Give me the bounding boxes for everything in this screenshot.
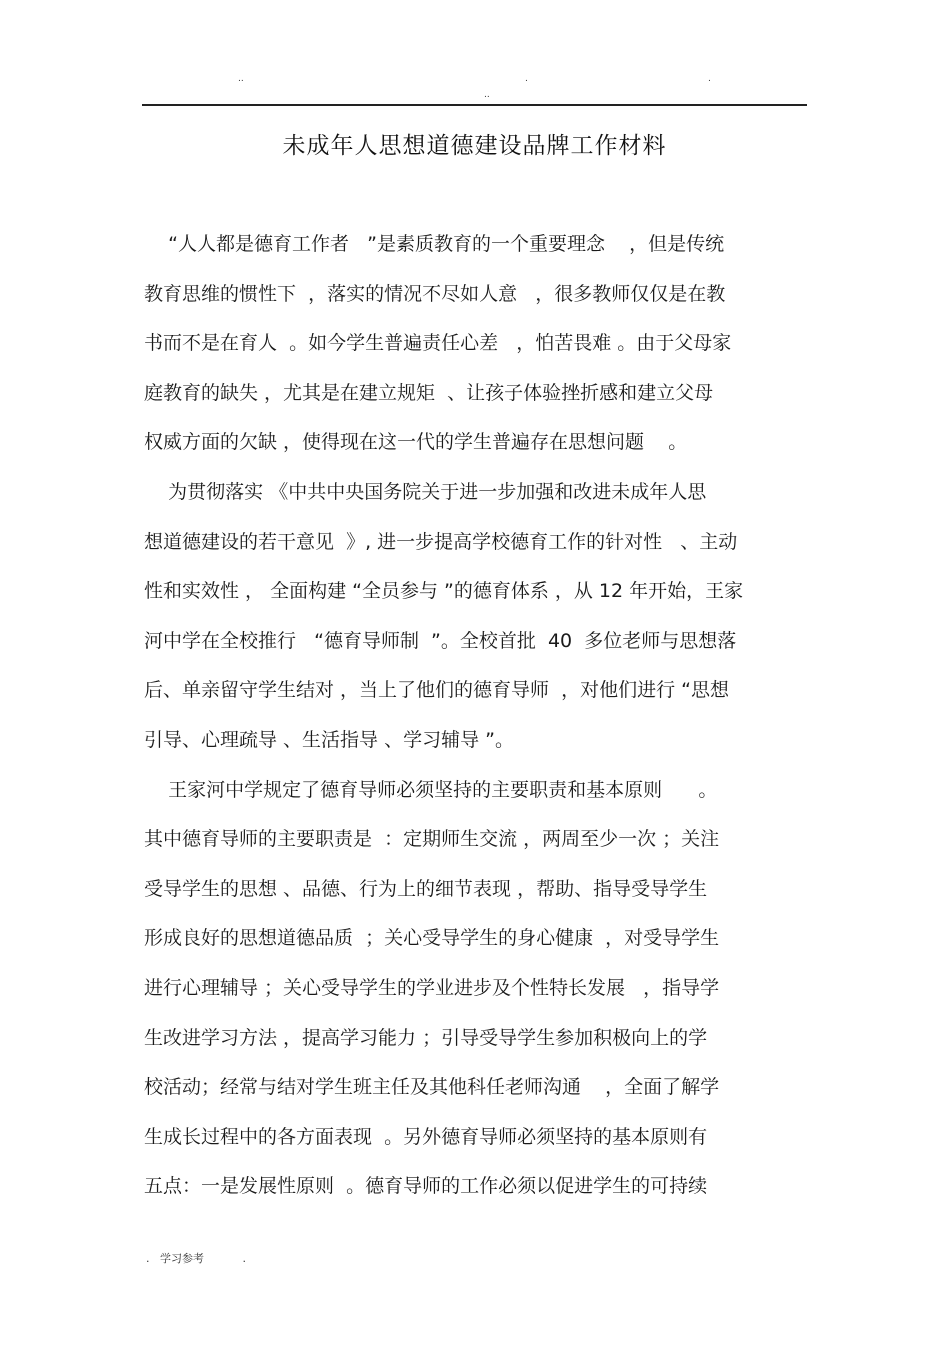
body-line: 后、单亲留守学生结对 ，当上了他们的德育导师 ，对他们进行 “思想	[144, 679, 730, 702]
body-line: “人人都是德育工作者 ”是素质教育的一个重要理念 ，但是传统	[144, 233, 725, 255]
body-line: 想道德建设的若干意见 》, 进一步提高学校德育工作的针对性 、主动	[144, 530, 738, 553]
body-line: 五点：一是发展性原则 。德育导师的工作必须以促进学生的可持续	[144, 1175, 708, 1198]
document-body	[144, 220, 808, 1212]
header-mark: .	[525, 74, 528, 84]
body-line: 生成长过程中的各方面表现 。另外德育导师必须坚持的基本原则有	[144, 1125, 708, 1148]
body-line: 权威方面的欠缺 ，使得现在这一代的学生普遍存在思想问题 。	[144, 431, 688, 454]
body-line: 进行心理辅导 ；关心受导学生的学业进步及个性特长发展 ，指导学	[144, 976, 720, 999]
header-mark: .	[708, 74, 711, 84]
body-line: 王家河中学规定了德育导师必须坚持的主要职责和基本原则 。	[144, 778, 718, 801]
body-line: 校活动；经常与结对学生班主任及其他科任老师沟通 ，全面了解学	[144, 1076, 720, 1099]
body-line: 为贯彻落实 《中共中央国务院关于进一步加强和改进未成年人思	[144, 480, 707, 503]
header-divider	[142, 104, 807, 106]
body-line: 书而不是在育人 。如今学生普遍责任心差 ，怕苦畏难 。由于父母家	[144, 332, 732, 355]
page-footer: . 学习参考 .	[146, 1252, 246, 1265]
body-line: 引导、心理疏导 、生活指导 、学习辅导 ”。	[144, 728, 514, 751]
body-line: 生改进学习方法 ，提高学习能力 ；引导受导学生参加积极向上的学	[144, 1026, 708, 1049]
body-line: 庭教育的缺失 ，尤其是在建立规矩 、让孩子体验挫折感和建立父母	[144, 381, 714, 404]
body-line: 受导学生的思想 、品德、行为上的细节表现 ，帮助、指导受导学生	[144, 877, 708, 900]
body-line: 形成良好的思想道德品质 ；关心受导学生的身心健康 ，对受导学生	[144, 927, 720, 950]
document-title: 未成年人思想道德建设品牌工作材料	[282, 133, 667, 159]
body-line: 性和实效性 ， 全面构建 “全员参与 ”的德育体系 ，从 12 年开始，王家	[144, 580, 744, 603]
body-line: 其中德育导师的主要职责是 ：定期师生交流 ，两周至少一次 ；关注	[144, 828, 720, 851]
header-mark: ..	[484, 90, 490, 100]
body-line: 河中学在全校推行 “德育导师制 ”。全校首批 40 多位老师与思想落	[144, 629, 737, 652]
body-line: 教育思维的惯性下 ，落实的情况不尽如人意 ，很多教师仅仅是在教	[144, 282, 726, 305]
page-header-marks	[0, 70, 950, 100]
header-mark: ..	[238, 74, 244, 84]
